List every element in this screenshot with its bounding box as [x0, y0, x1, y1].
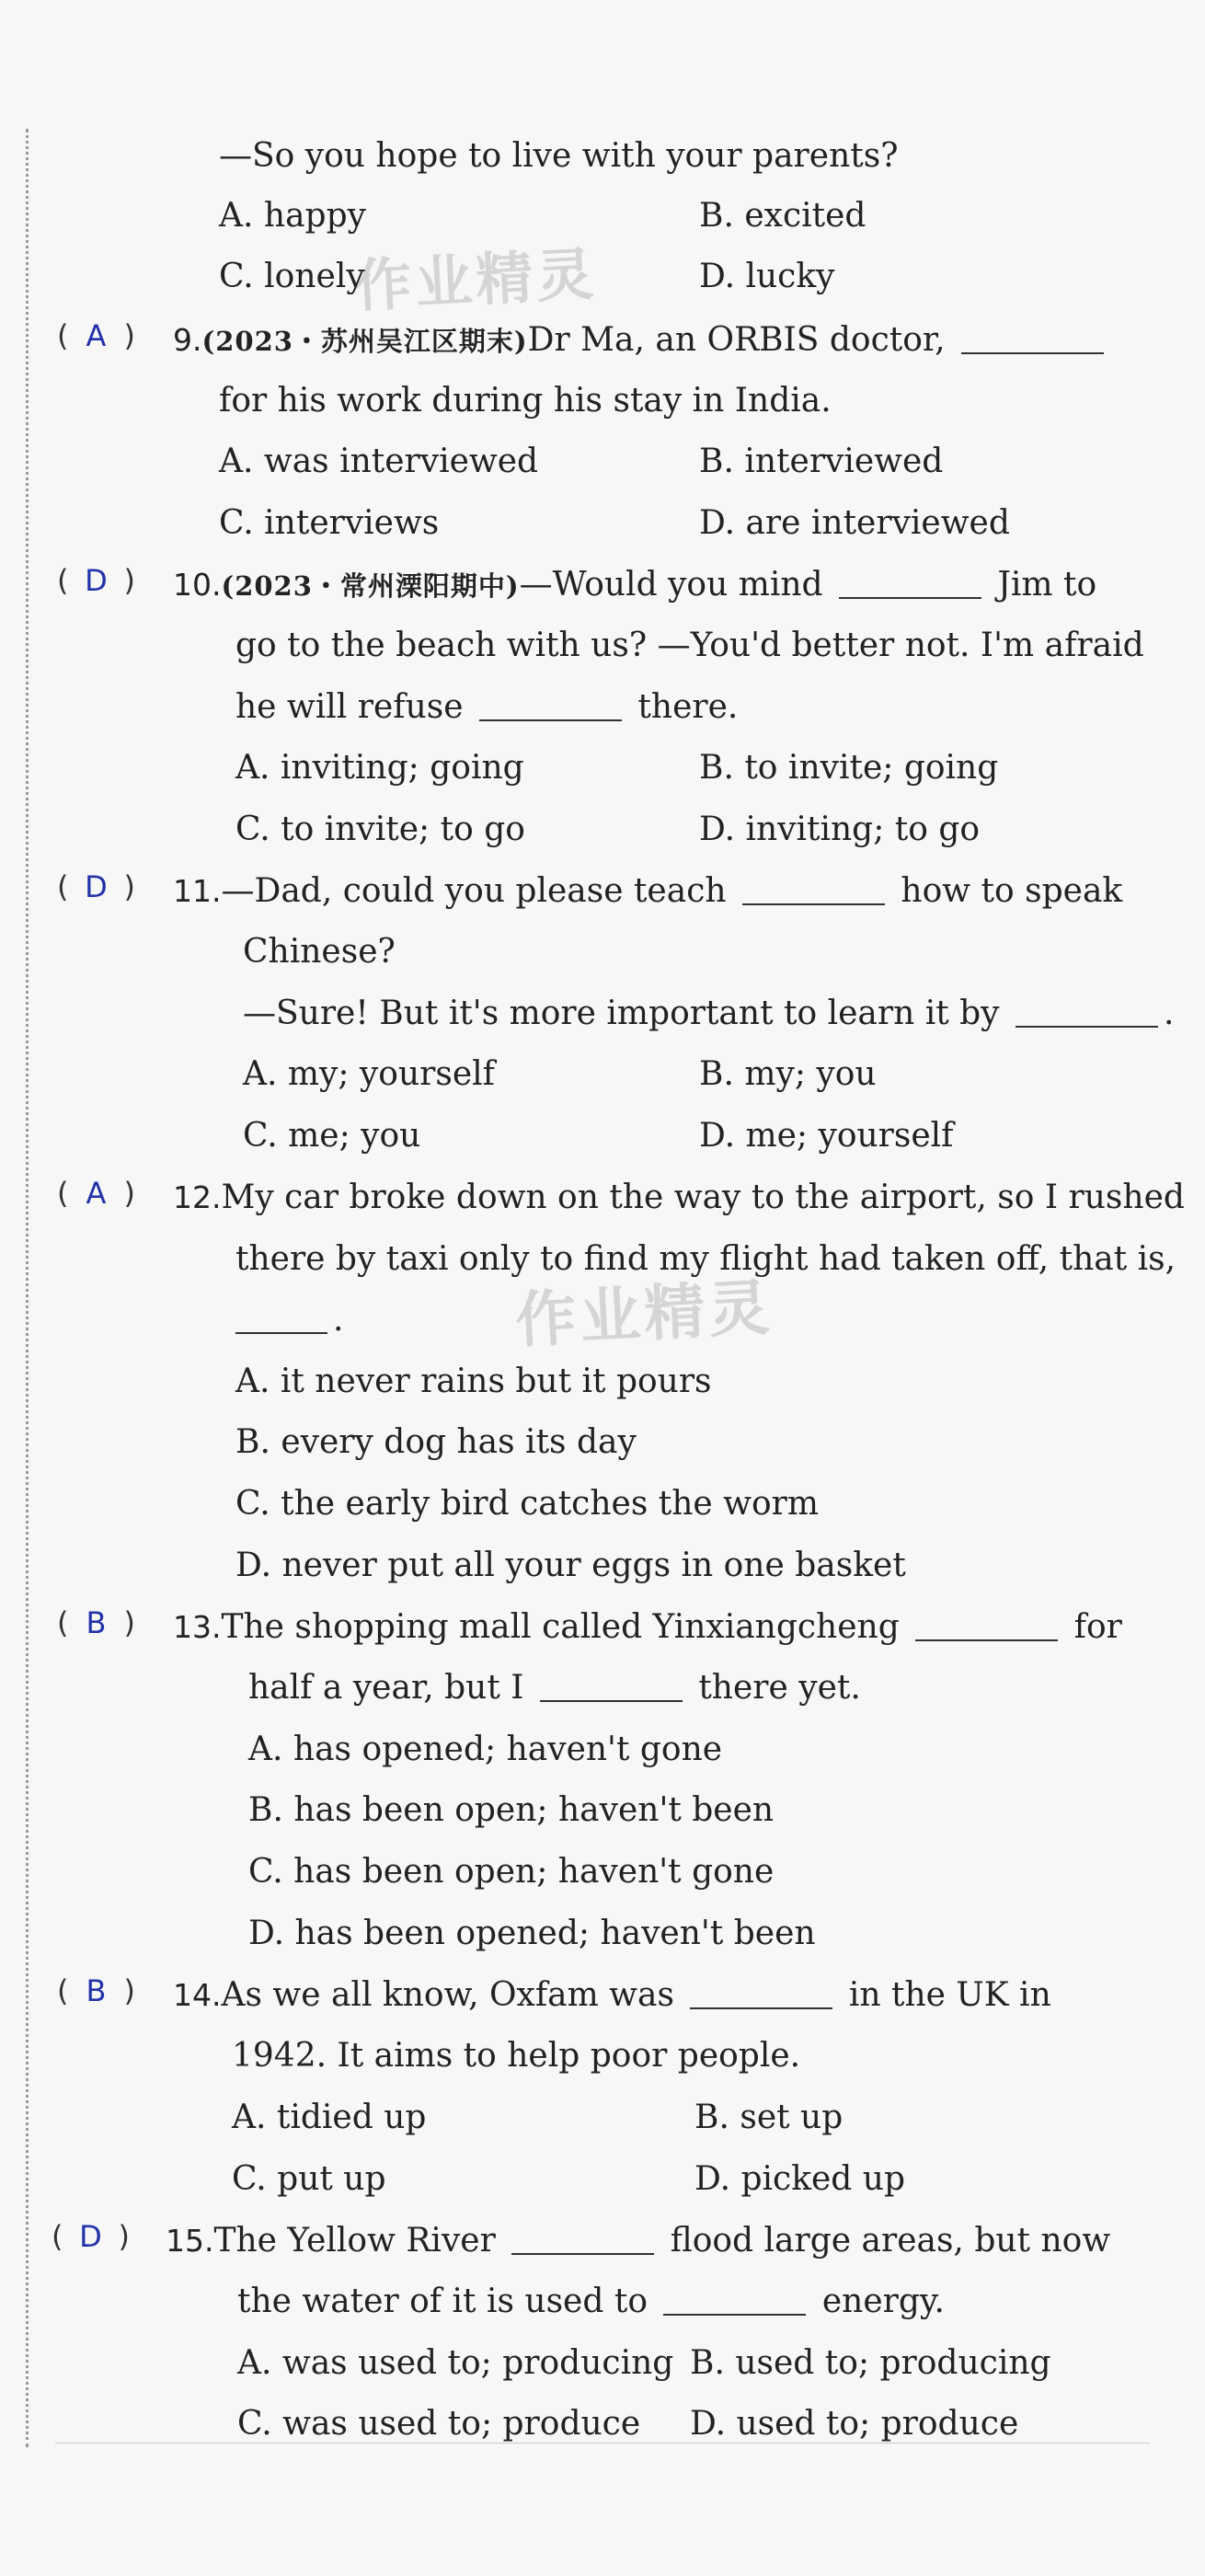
answer-bracket: ( A ) — [57, 1176, 135, 1211]
question-line — [173, 868, 1168, 914]
question-text: Jim to — [987, 566, 1097, 604]
question-text: flood large areas, but now — [660, 2222, 1111, 2260]
question-number: 14. — [173, 1977, 222, 2013]
question-text: 1942. It aims to help poor people. — [232, 2037, 801, 2075]
question-text: My car broke down on the way to the airport, so I rushed — [221, 1179, 1185, 1216]
question-line — [230, 1297, 1168, 1343]
question-text: go to the beach with us? —You'd better not. I'm afraid — [235, 627, 1144, 664]
option-a: A. happy — [219, 197, 366, 235]
answer-letter: B — [86, 1973, 107, 2008]
question-number: 9. — [173, 322, 202, 358]
answer-bracket: ( D ) — [57, 563, 135, 598]
question-line — [166, 2218, 1168, 2264]
option-b: B. every dog has its day — [235, 1423, 637, 1461]
question-text: half a year, but I — [248, 1669, 534, 1707]
answer-bracket: ( D ) — [52, 2219, 130, 2254]
option-d: D. inviting; to go — [699, 811, 981, 848]
question-text: —Would you mind — [519, 566, 834, 604]
question-number: 11. — [173, 873, 222, 909]
option-a: A. tidied up — [232, 2099, 427, 2136]
option-c: C. to invite; to go — [235, 811, 525, 848]
question-line — [173, 1175, 1185, 1221]
question-text: how to speak — [889, 872, 1123, 910]
question-line — [173, 562, 1168, 609]
option-d: D. are interviewed — [699, 504, 1010, 542]
answer-blank — [511, 2224, 654, 2255]
option-c: C. lonely — [219, 258, 365, 295]
option-b: B. has been open; haven't been — [248, 1791, 775, 1829]
question-source: (2023・常州溧阳期中) — [221, 570, 520, 602]
answer-letter: D — [85, 563, 108, 598]
question-text: he will refuse — [235, 688, 474, 726]
option-d: D. me; yourself — [699, 1117, 954, 1155]
page-left-dotted-border — [26, 129, 29, 2447]
question-text: there. — [626, 688, 739, 726]
answer-blank — [915, 1610, 1058, 1641]
question-line — [235, 684, 1168, 730]
watermark: 作业精灵 — [352, 240, 600, 320]
answer-blank — [690, 1978, 832, 2009]
option-d: D. lucky — [699, 258, 835, 295]
question-text: for — [1063, 1608, 1122, 1646]
answer-bracket: ( A ) — [57, 318, 135, 353]
answer-letter: A — [86, 1176, 107, 1211]
question-text: there by taxi only to find my flight had taken off, that is, — [235, 1240, 1176, 1278]
option-d: D. never put all your eggs in one basket — [235, 1547, 906, 1584]
answer-letter: D — [85, 869, 108, 904]
answer-blank — [961, 323, 1104, 354]
question-text: in the UK in — [838, 1976, 1051, 2014]
answer-bracket: ( B ) — [57, 1605, 135, 1640]
question-text: —So you hope to live with your parents? — [219, 137, 899, 175]
option-d: D. used to; produce — [690, 2405, 1019, 2443]
question-number: 13. — [173, 1609, 222, 1645]
answer-letter: B — [86, 1605, 107, 1640]
question-line — [173, 317, 1168, 364]
question-text: the water of it is used to — [237, 2283, 659, 2320]
page-bottom-rule — [55, 2443, 1150, 2444]
question-text: The Yellow River — [213, 2222, 507, 2260]
option-a: A. was interviewed — [219, 443, 539, 480]
option-d: D. has been opened; haven't been — [248, 1915, 816, 1952]
question-line — [237, 2279, 1168, 2325]
question-text: . — [333, 1301, 344, 1339]
question-text: for his work during his stay in India. — [219, 382, 832, 420]
answer-blank — [742, 874, 885, 905]
question-text: . — [1163, 995, 1175, 1032]
answer-blank — [1016, 996, 1158, 1028]
option-a: A. was used to; producing — [237, 2344, 674, 2382]
option-a: A. it never rains but it pours — [235, 1363, 712, 1400]
answer-blank — [839, 568, 981, 599]
watermark: 作业精灵 — [513, 1271, 775, 1357]
answer-bracket: ( B ) — [57, 1973, 135, 2008]
option-b: B. used to; producing — [690, 2344, 1051, 2382]
option-c: C. me; you — [243, 1117, 421, 1155]
question-source: (2023・苏州吴江区期末) — [201, 326, 528, 357]
option-b: B. my; you — [699, 1055, 877, 1093]
question-text: Chinese? — [243, 933, 396, 971]
question-text: —Sure! But it's more important to learn it by — [243, 995, 1010, 1032]
option-b: B. interviewed — [699, 443, 944, 480]
option-c: C. was used to; produce — [237, 2405, 641, 2443]
question-line — [173, 1604, 1168, 1650]
answer-blank — [235, 1303, 327, 1334]
question-line — [173, 1972, 1168, 2018]
question-text: —Dad, could you please teach — [221, 872, 737, 910]
option-d: D. picked up — [694, 2160, 906, 2198]
question-text: energy. — [811, 2283, 945, 2320]
question-number: 10. — [173, 567, 222, 603]
option-a: A. inviting; going — [235, 749, 524, 787]
option-c: C. interviews — [219, 504, 440, 542]
answer-blank — [663, 2284, 806, 2316]
question-text: As we all know, Oxfam was — [221, 1976, 685, 2014]
answer-blank — [540, 1671, 683, 1702]
question-number: 12. — [173, 1179, 222, 1215]
question-number: 15. — [166, 2223, 214, 2259]
answer-letter: A — [86, 318, 107, 353]
question-text: there yet. — [687, 1669, 861, 1707]
answer-blank — [479, 690, 622, 721]
option-b: B. to invite; going — [699, 749, 999, 787]
answer-bracket: ( D ) — [57, 869, 135, 904]
option-c: C. the early bird catches the worm — [235, 1485, 819, 1523]
option-b: B. excited — [699, 197, 866, 235]
answer-letter: D — [79, 2219, 102, 2254]
option-c: C. has been open; haven't gone — [248, 1853, 775, 1891]
option-a: A. my; yourself — [243, 1055, 495, 1093]
question-line — [243, 991, 1175, 1037]
question-line — [248, 1665, 1168, 1711]
option-a: A. has opened; haven't gone — [248, 1731, 723, 1768]
question-text: Dr Ma, an ORBIS doctor, — [527, 321, 957, 359]
option-c: C. put up — [232, 2160, 386, 2198]
question-text: The shopping mall called Yinxiangcheng — [221, 1608, 911, 1646]
option-b: B. set up — [694, 2099, 844, 2136]
